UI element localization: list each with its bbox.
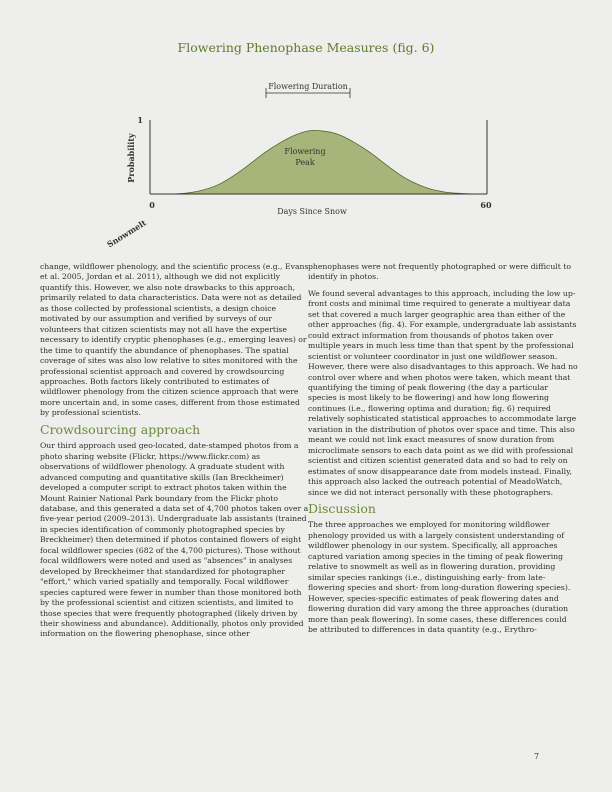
flowering-probability-area <box>175 130 475 194</box>
paragraph: Our third approach used geo-located, date-stamped photos from a photo sharing website (Flickr, https://www.flickr.com) as observations of wildflower phenology. A graduate student with advanced computing and quantitative skills (Ian Breckheimer) developed a computer script to extract photos taken within the Mount Rainier National Park boundary from the Flickr photo database, and this generated a data set of 4,700 photos taken over a five-year period (2009–2013). Undergraduate lab assistants (trained in species identification of commonly photographed species by Breckheimer) then determined if photos contained flowers of eight focal wildflower species (682 of the 4,700 pictures). Those without focal wildflowers were noted and used as "absences" in analyses developed by Breckheimer that standardized for photographer "effort," which varied spatially and temporally. Focal wildflower species captured were fewer in number than those monitored both by the professional scientist and citizen scientists, and limited to those species that were frequently photographed (likely driven by their showiness and abundance). Additionally, photos only provided information on the flowering phenophase, since other <box>40 441 309 639</box>
phenophase-figure <box>0 70 612 250</box>
right-column <box>308 262 578 641</box>
y-axis-label: Probability <box>126 133 136 183</box>
page-number: 7 <box>534 752 540 761</box>
paragraph: We found several advantages to this approach, including the low up-front costs and minimal time required to generate a multiyear data set that covered a much larger geographic area than either of the other approaches (fig. 4). For example, undergraduate lab assistants could extract information from thousands of photos taken over multiple years in much less time than that spent by the professional scientist or volunteer coordinator in just one wildflower season. However, there were also disadvantages to this approach. We had no control over where and when photos were taken, which meant that quantifying the timing of peak flowering (the day a particular species is most likely to be flowering) and how long flowering continues (i.e., flowering optima and duration; fig. 6) required relatively sophisticated statistical approaches to accommodate large variation in the distribution of photos over space and time. This also meant we could not link exact measures of snow duration from microclimate sensors to each data point as we did with professional scientist and citizen scientist generated data and so had to rely on estimates of snow disappearance date from models instead. Finally, this approach also lacked the outreach potential of MeadoWatch, since we did not interact personally with these photographers. <box>308 288 578 497</box>
duration-label: Flowering Duration <box>268 82 348 91</box>
snowmelt-label: Snowmelt <box>105 217 148 250</box>
section-heading-discussion: Discussion <box>308 500 376 516</box>
paragraph: phenophases were not frequently photographed or were difficult to identify in photos. <box>308 262 572 282</box>
paragraph: The three approaches we employed for monitoring wildflower phenology provided us with a largely consistent understanding of wildflower phenology in our system. Specifically, all approaches captured variation among species in the timing of peak flowering relative to snowmelt as well as in flowering duration, providing similar species rankings (i.e., distinguishing early- from late-flowering species and short- from long-duration flowering species). However, species-specific estimates of peak flowering dates and flowering duration did vary among the three approaches (duration more than peak flowering). In some cases, these differences could be attributed to differences in data quantity (e.g., Erythro- <box>308 520 571 634</box>
peak-label-line2: Peak <box>295 158 315 167</box>
section-heading-crowdsourcing: Crowdsourcing approach <box>40 421 201 437</box>
left-column <box>40 262 310 646</box>
paragraph: change, wildflower phenology, and the scientific process (e.g., Evans et al. 2005, Jordan et al. 2011), although we did not explicitly quantify this. However, we also note drawbacks to this approach, primarily related to data characteristics. Data were not as detailed as those collected by professional scientists, a design choice motivated by our assumption and verified by surveys of our volunteers that citizen scientists may not all have the expertise necessary to identify cryptic phenophases (e.g., emerging leaves) or the time to quantify the abundance of phenophases. The spatial coverage of sites was also low relative to sites monitored with the professional scientist approach and covered by crowdsourcing approaches. Both factors likely contributed to estimates of wildflower phenology from the citizen science approach that were more uncertain and, in some cases, different from those estimated by professional scientists. <box>40 262 309 418</box>
x-axis-label: Days Since Snow <box>277 207 347 216</box>
figure-title: Flowering Phenophase Measures (fig. 6) <box>177 40 435 55</box>
y-tick-top: 1 <box>137 115 143 125</box>
x-tick-right: 60 <box>480 200 492 210</box>
peak-label-line1: Flowering <box>284 147 326 156</box>
y-tick-bottom: 0 <box>149 200 155 210</box>
